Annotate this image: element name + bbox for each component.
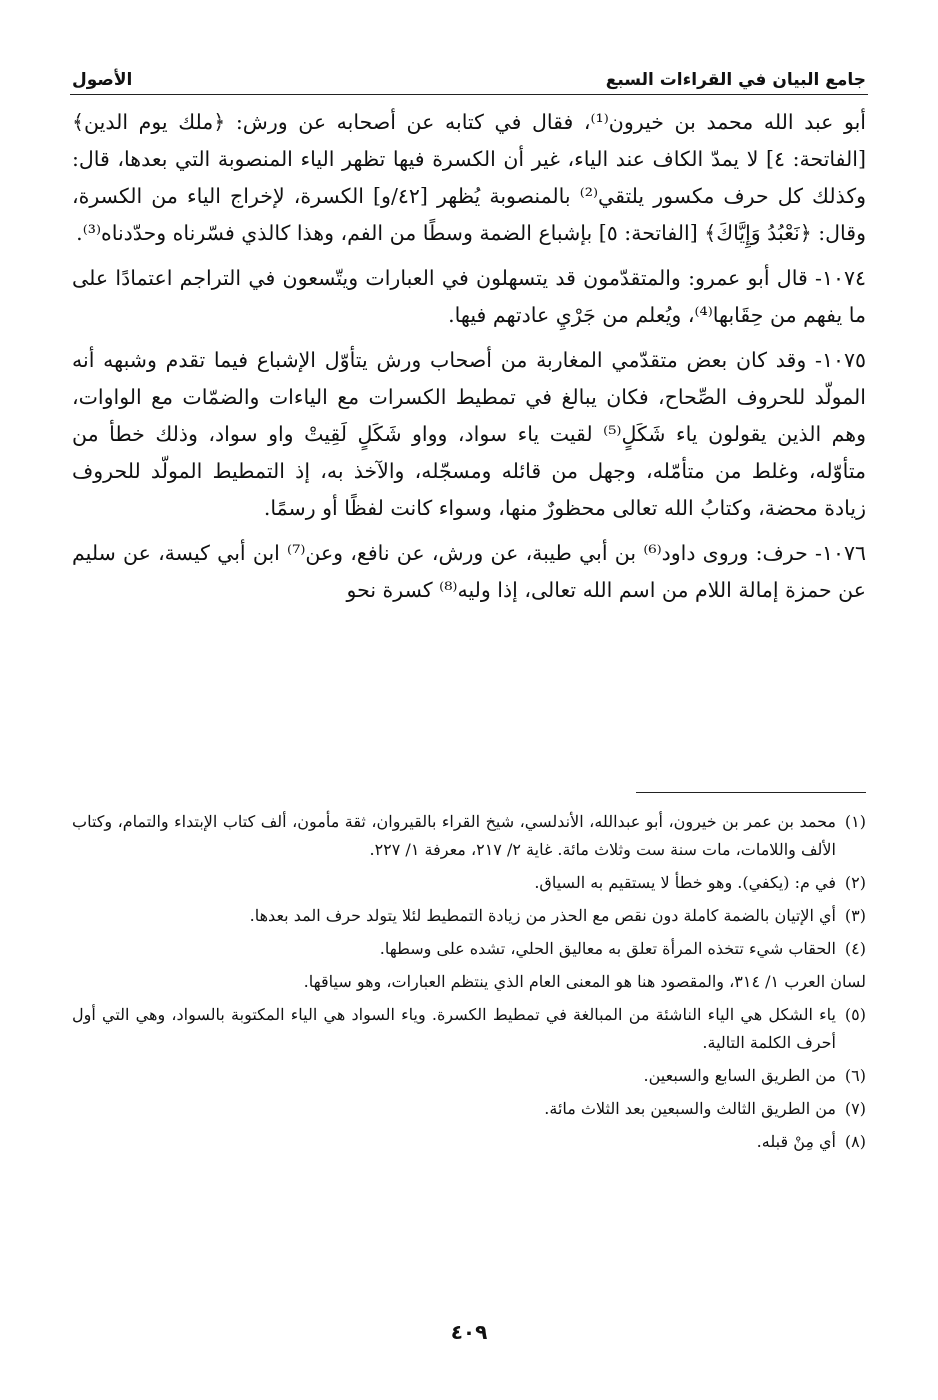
footnote — [72, 869, 866, 897]
footnote — [72, 1001, 866, 1057]
footnote-text: محمد بن عمر بن خيرون، أبو عبدالله، الأندلسي، شيخ القراء بالقيروان، ثقة مأمون، ألف كتاب الإبتداء والتمام، وكتاب الألف واللامات، مات سنة ست وثلاث مائة. غاية ٢/ ٢١٧، معرفة ١/ ٢٢٧. — [72, 812, 836, 859]
header-rule — [70, 94, 868, 95]
footnote-rule — [636, 792, 866, 793]
footnote-number: (٥) — [844, 1005, 866, 1024]
footnote — [72, 1128, 866, 1156]
footnotes — [72, 808, 866, 1161]
footnote-text: من الطريق السابع والسبعين. — [643, 1066, 836, 1085]
footnote-number: (٢) — [844, 873, 866, 892]
main-text — [72, 104, 866, 617]
paragraph: ١٠٧٤- قال أبو عمرو: والمتقدّمون قد يتسهلون في العبارات ويتّسعون في التراجم اعتمادًا على ما يفهم من حِقَابها⁽⁴⁾، ويُعلم من جَرْيِ عادتهم فيها. — [72, 266, 866, 327]
footnote — [72, 1062, 866, 1090]
footnote-text: لسان العرب ١/ ٣١٤، والمقصود هنا هو المعنى العام الذي ينتظم العبارات، وهو سياقها. — [303, 972, 866, 991]
footnote-continuation — [72, 968, 866, 996]
footnote — [72, 902, 866, 930]
footnote-number: (١) — [844, 812, 866, 831]
page-number: ٤٠٩ — [450, 1320, 488, 1344]
footnote-number: (٤) — [844, 939, 866, 958]
section-title: الأصول — [72, 70, 133, 90]
footnote-text: أي الإتيان بالضمة كاملة دون نقص مع الحذر من زيادة التمطيط لئلا يتولد حرف المد بعدها. — [249, 906, 836, 925]
footnote-text: ياء الشكل هي الياء الناشئة من المبالغة في تمطيط الكسرة. وياء السواد هي الياء المكتوبة بالسواد، وهي التي أول أحرف الكلمة التالية. — [72, 1005, 837, 1052]
footnote — [72, 1095, 866, 1123]
paragraph: ١٠٧٥- وقد كان بعض متقدّمي المغاربة من أصحاب ورش يتأوّل الإشباع فيما تقدم وشبهه أنه المولّد للحروف الصِّحاح، فكان يبالغ في تمطيط الكسرات مع الياءات والضمّات مع الواوات، وهم الذين يقولون ياء شَكَلٍ⁽⁵⁾ لقيت ياء سواد، وواو شَكَلٍ لَقِيتْ واو سواد، وذلك خطأ من متأوّله، وغلط من متأمّله، وجهل من قائله ومسجّله، والآخذ به، إذ التمطيط المولّد للحروف زيادة محضة، وكتابُ الله تعالى محظورٌ منها، وسواء كانت لفظًا أو رسمًا. — [72, 348, 866, 520]
book-title: جامع البيان في القراءات السبع — [605, 70, 866, 90]
footnote — [72, 808, 866, 864]
footnote-number: (٧) — [844, 1099, 866, 1118]
paragraph: أبو عبد الله محمد بن خيرون⁽¹⁾، فقال في كتابه عن أصحابه عن ورش: ﴿ملك يوم الدين﴾ [الفاتحة: ٤] لا يمدّ الكاف عند الياء، غير أن الكسرة فيها تظهر الياء المنصوبة التي بعدها، قال: وكذلك كل حرف مكسور يلتقي⁽²⁾ بالمنصوبة يُظهر [٤٢/و] الكسرة، لإخراج الياء من الكسرة، وقال: ﴿نَعْبُدُ وَإِيَّاكَ﴾ [الفاتحة: ٥] بإشباع الضمة وسطًا من الفم، وهذا كالذي فسّرناه وحدّدناه⁽³⁾. — [72, 110, 867, 245]
running-header — [72, 58, 866, 90]
footnote-text: في م: (يكفي). وهو خطأ لا يستقيم به السياق. — [534, 873, 836, 892]
footnote-text: من الطريق الثالث والسبعين بعد الثلاث مائة. — [544, 1099, 836, 1118]
footnote-number: (٦) — [844, 1066, 866, 1085]
footnote-number: (٣) — [844, 906, 866, 925]
footnote-text: أي مِنْ قبله. — [756, 1132, 836, 1151]
paragraph: ١٠٧٦- حرف: وروى داود⁽⁶⁾ بن أبي طيبة، عن ورش، عن نافع، وعن⁽⁷⁾ ابن أبي كيسة، عن سليم عن حمزة إمالة اللام من اسم الله تعالى، إذا وليه⁽⁸⁾ كسرة نحو — [72, 541, 866, 602]
footnote — [72, 935, 866, 963]
footnote-text: الحقاب شيء تتخذه المرأة تعلق به معاليق الحلي، تشده على وسطها. — [379, 939, 836, 958]
footnote-number: (٨) — [844, 1132, 866, 1151]
